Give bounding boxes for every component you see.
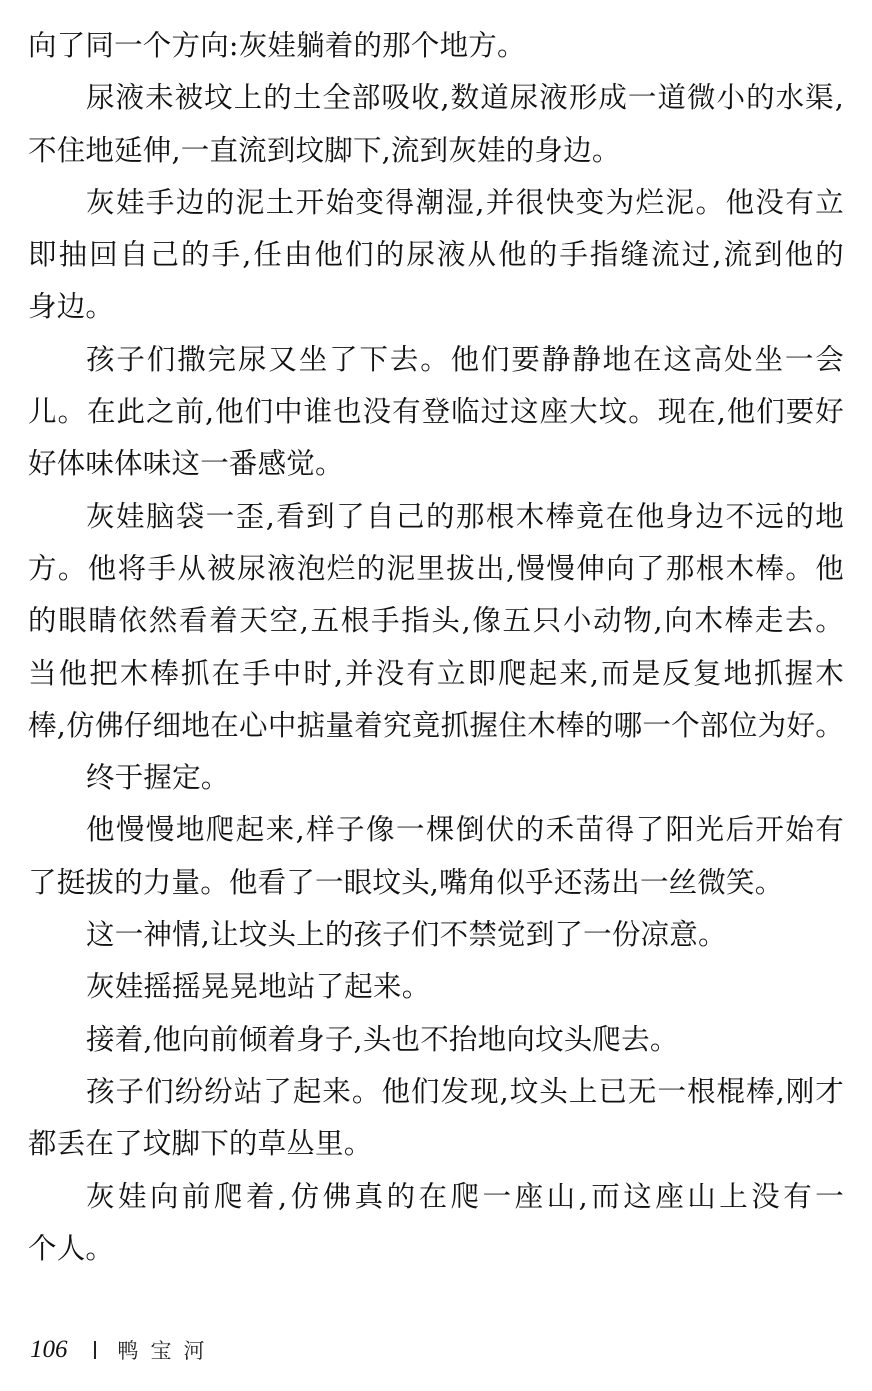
text-line-22: 都丢在了坟脚下的草丛里。 [28, 1127, 373, 1161]
text-line-5: 即抽回自己的手,任由他们的尿液从他的手指缝流过,流到他的 [28, 238, 844, 272]
text-line-7: 孩子们撒完尿又坐了下去。他们要静静地在这高处坐一会 [86, 342, 844, 376]
text-line-3: 不住地延伸,一直流到坟脚下,流到灰娃的身边。 [28, 133, 621, 167]
text-line-24: 个人。 [28, 1231, 115, 1265]
text-line-8: 儿。在此之前,他们中谁也没有登临过这座大坟。现在,他们要好 [28, 395, 844, 429]
text-line-16: 他慢慢地爬起来,样子像一棵倒伏的禾苗得了阳光后开始有 [86, 813, 844, 847]
page-body [28, 20, 844, 1275]
text-line-12: 的眼睛依然看着天空,五根手指头,像五只小动物,向木棒走去。 [28, 604, 844, 638]
page-footer [30, 1332, 217, 1368]
text-line-6: 身边。 [28, 290, 115, 324]
book-title: 鸭宝河 [117, 1339, 217, 1363]
text-line-18: 这一神情,让坟头上的孩子们不禁觉到了一份凉意。 [86, 918, 727, 952]
text-line-9: 好体味体味这一番感觉。 [28, 447, 344, 481]
text-line-1: 向了同一个方向:灰娃躺着的那个地方。 [28, 29, 526, 62]
text-line-17: 了挺拔的力量。他看了一眼坟头,嘴角似乎还荡出一丝微笑。 [28, 865, 784, 899]
text-line-20: 接着,他向前倾着身子,头也不抬地向坟头爬去。 [86, 1022, 679, 1056]
text-line-11: 方。他将手从被尿液泡烂的泥里拔出,慢慢伸向了那根木棒。他 [28, 551, 844, 585]
footer-divider [94, 1341, 96, 1359]
text-line-14: 棒,仿佛仔细地在心中掂量着究竟抓握住木棒的哪一个部位为好。 [28, 708, 844, 742]
text-line-21: 孩子们纷纷站了起来。他们发现,坟头上已无一根棍棒,刚才 [86, 1074, 844, 1108]
text-line-10: 灰娃脑袋一歪,看到了自己的那根木棒竟在他身边不远的地 [86, 499, 844, 533]
text-line-15: 终于握定。 [86, 761, 230, 795]
text-line-23: 灰娃向前爬着,仿佛真的在爬一座山,而这座山上没有一 [86, 1179, 844, 1213]
text-line-4: 灰娃手边的泥土开始变得潮湿,并很快变为烂泥。他没有立 [86, 185, 844, 219]
page-number: 106 [30, 1336, 68, 1363]
text-line-19: 灰娃摇摇晃晃地站了起来。 [86, 970, 431, 1004]
text-line-2: 尿液未被坟上的土全部吸收,数道尿液形成一道微小的水渠, [86, 81, 844, 115]
text-line-13: 当他把木棒抓在手中时,并没有立即爬起来,而是反复地抓握木 [28, 656, 844, 690]
